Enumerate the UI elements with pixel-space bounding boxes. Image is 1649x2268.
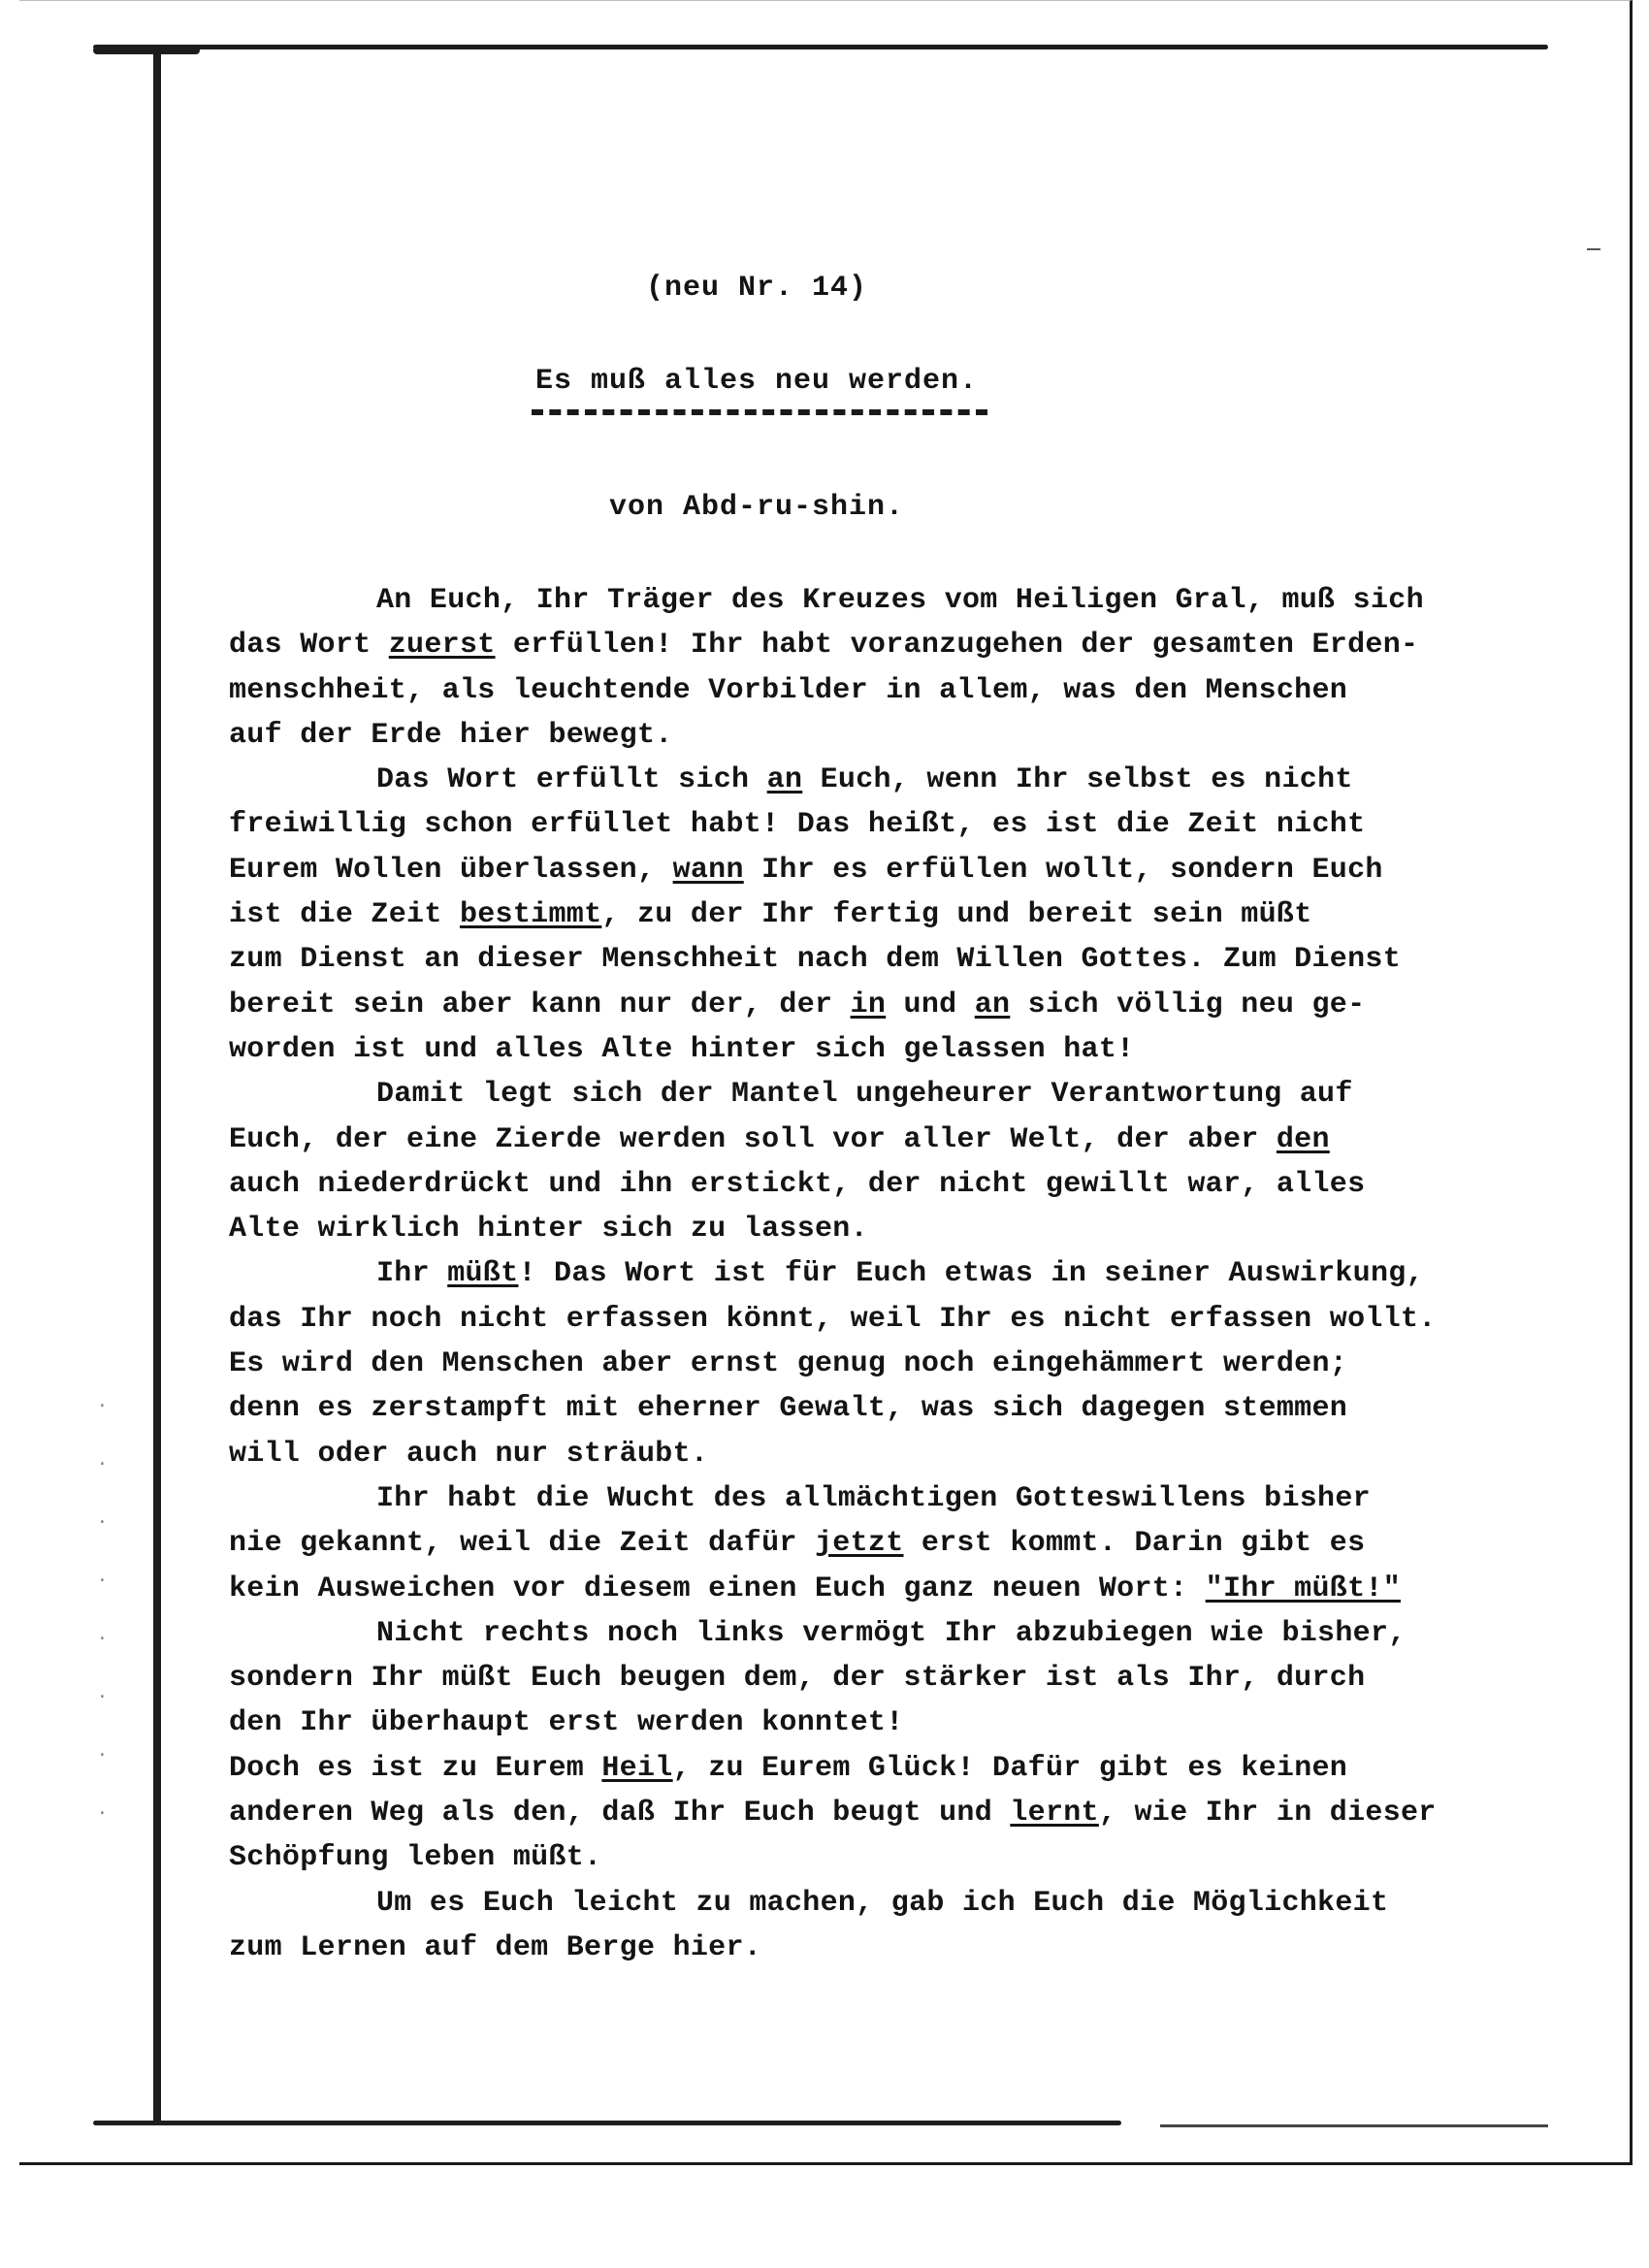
text-segment: menschheit, als leuchtende Vorbilder in allem, was den Menschen	[229, 673, 1348, 707]
text-line	[229, 937, 1529, 982]
text-line	[229, 1476, 1529, 1521]
text-line	[229, 578, 1529, 623]
text-segment: Schöpfung leben müßt.	[229, 1841, 602, 1875]
document-reference: (neu Nr. 14)	[645, 272, 868, 305]
underlined-word: müßt	[447, 1257, 519, 1291]
text-segment: Um es Euch leicht zu machen, gab ich Euch die Möglichkeit	[376, 1886, 1389, 1920]
text-segment: Ihr es erfüllen wollt, sondern Euch	[743, 853, 1383, 887]
title-underline	[532, 409, 987, 415]
underlined-word: bestimmt	[459, 898, 602, 932]
text-segment: worden ist und alles Alte hinter sich gelassen hat!	[229, 1032, 1135, 1066]
text-segment: ist die Zeit	[229, 898, 460, 932]
document-author: von Abd-ru-shin.	[608, 491, 905, 524]
text-line	[229, 1611, 1529, 1656]
text-segment: und	[886, 988, 975, 1021]
text-line	[229, 1297, 1529, 1342]
text-line	[229, 1207, 1529, 1251]
text-segment: sondern Ihr müßt Euch beugen dem, der stärker ist als Ihr, durch	[229, 1662, 1366, 1696]
text-line	[229, 1118, 1529, 1162]
underlined-word: den	[1276, 1122, 1330, 1156]
text-segment: ! Das Wort ist für Euch etwas in seiner Auswirkung,	[518, 1257, 1424, 1291]
text-line	[229, 1567, 1529, 1611]
text-segment: auch niederdrückt und ihn erstickt, der nicht gewillt war, alles	[229, 1167, 1366, 1201]
scan-mark	[1587, 248, 1600, 250]
text-segment: Es wird den Menschen aber ernst genug noch eingehämmert werden;	[229, 1347, 1348, 1381]
text-segment: , zu der Ihr fertig und bereit sein müßt	[601, 898, 1312, 932]
text-segment: zum Dienst an dieser Menschheit nach dem Willen Gottes. Zum Dienst	[229, 943, 1401, 977]
margin-specks: · · · · · · · ·	[97, 1397, 108, 1824]
text-segment: Das Wort erfüllt sich	[376, 763, 767, 797]
binder-clip-bottom	[93, 2121, 1121, 2125]
binder-clip-spine	[153, 47, 161, 2124]
text-line	[229, 1791, 1529, 1835]
underlined-word: lernt	[1010, 1797, 1099, 1831]
text-segment: den Ihr überhaupt erst werden konntet!	[229, 1706, 904, 1740]
underlined-word: Heil	[601, 1751, 673, 1785]
document-title: Es muß alles neu werden.	[534, 365, 979, 398]
text-segment: bereit sein aber kann nur der, der	[229, 988, 851, 1021]
text-line	[229, 1521, 1529, 1566]
text-segment: An Euch, Ihr Träger des Kreuzes vom Heiligen Gral, muß sich	[376, 584, 1424, 617]
text-segment: das Ihr noch nicht erfassen könnt, weil Ihr es nicht erfassen wollt.	[229, 1302, 1437, 1336]
text-line	[229, 713, 1529, 758]
text-line	[229, 668, 1529, 713]
text-segment: auf der Erde hier bewegt.	[229, 718, 673, 752]
text-segment: Nicht rechts noch links vermögt Ihr abzubiegen wie bisher,	[376, 1616, 1406, 1650]
text-line	[229, 983, 1529, 1027]
underlined-word: zuerst	[388, 629, 496, 663]
underlined-word: wann	[672, 853, 744, 887]
text-line	[229, 1027, 1529, 1072]
text-segment: anderen Weg als den, daß Ihr Euch beugt und	[229, 1797, 1011, 1831]
text-line	[229, 1926, 1529, 1970]
text-segment: kein Ausweichen vor diesem einen Euch ganz neuen Wort:	[229, 1571, 1206, 1605]
text-segment: , zu Eurem Glück! Dafür gibt es keinen	[672, 1751, 1348, 1785]
text-segment: freiwillig schon erfüllet habt! Das heißt, es ist die Zeit nicht	[229, 808, 1366, 842]
text-line	[229, 1746, 1529, 1791]
underlined-word: "Ihr müßt!"	[1205, 1571, 1402, 1605]
text-segment: erst kommt. Darin gibt es	[903, 1527, 1366, 1561]
body-text	[229, 578, 1529, 1970]
text-segment: will oder auch nur sträubt.	[229, 1437, 709, 1471]
text-line	[229, 848, 1529, 892]
text-line	[229, 1342, 1529, 1386]
text-line	[229, 1386, 1529, 1431]
text-segment: nie gekannt, weil die Zeit dafür	[229, 1527, 815, 1561]
text-segment: Euch, der eine Zierde werden soll vor aller Welt, der aber	[229, 1122, 1277, 1156]
binder-clip-top	[93, 45, 1548, 49]
text-segment: Eurem Wollen überlassen,	[229, 853, 673, 887]
text-segment: , wie Ihr in dieser	[1098, 1797, 1437, 1831]
underlined-word: an	[766, 763, 803, 797]
text-segment: zum Lernen auf dem Berge hier.	[229, 1930, 762, 1964]
text-line	[229, 802, 1529, 847]
text-line	[229, 1162, 1529, 1207]
text-line	[229, 1881, 1529, 1926]
text-segment: sich völlig neu ge-	[1010, 988, 1366, 1021]
text-line	[229, 623, 1529, 667]
text-line	[229, 1656, 1529, 1701]
text-segment: erfüllen! Ihr habt voranzugehen der gesamten Erden-	[495, 629, 1419, 663]
text-line	[229, 1072, 1529, 1117]
text-line	[229, 1251, 1529, 1296]
text-line	[229, 1432, 1529, 1476]
text-segment: Damit legt sich der Mantel ungeheurer Verantwortung auf	[376, 1078, 1353, 1112]
underlined-word: an	[974, 988, 1011, 1021]
text-line	[229, 892, 1529, 937]
text-segment: Alte wirklich hinter sich zu lassen.	[229, 1213, 868, 1247]
text-segment: das Wort	[229, 629, 389, 663]
text-line	[229, 1701, 1529, 1745]
text-segment: Ihr habt die Wucht des allmächtigen Gotteswillens bisher	[376, 1481, 1371, 1515]
text-segment: Euch, wenn Ihr selbst es nicht	[802, 763, 1353, 797]
underlined-word: jetzt	[815, 1527, 904, 1561]
text-segment: Doch es ist zu Eurem	[229, 1751, 602, 1785]
text-segment: denn es zerstampft mit eherner Gewalt, was sich dagegen stemmen	[229, 1392, 1348, 1426]
text-line	[229, 1835, 1529, 1880]
text-line	[229, 758, 1529, 802]
text-segment: Ihr	[376, 1257, 448, 1291]
underlined-word: in	[850, 988, 887, 1021]
